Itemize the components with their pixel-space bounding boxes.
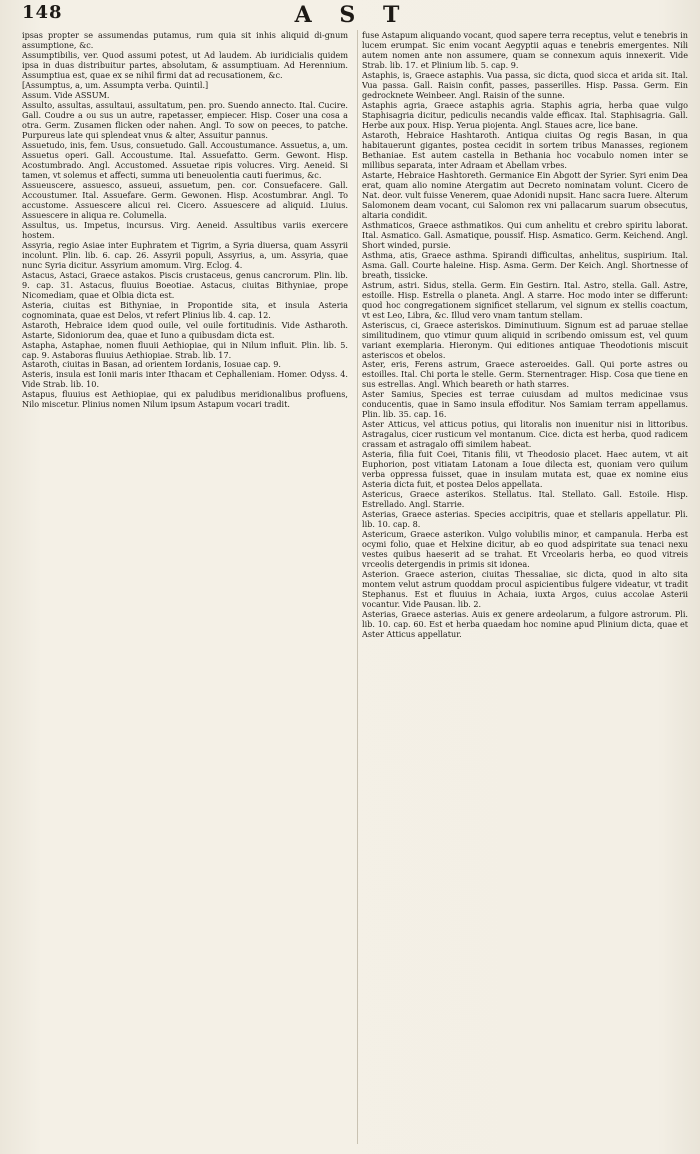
page-number: 148 [22, 2, 63, 23]
dictionary-entry: Asterias, Graece asterias. Auis ex genere ardeolarum, a fulgore astrorum. Pli. lib. 10. cap. 60. Est et herba quaedam hoc nomine apud Plinium dicta, quae et Aster Atticus appellatur. [362, 609, 688, 640]
dictionary-entry: [Assumptus, a, um. Assumpta verba. Quintil.] [22, 79, 209, 90]
dictionary-entry: Astrum, astri. Sidus, stella. Germ. Ein Gestirn. Ital. Astro, stella. Gall. Astre, estoille. Hisp. Estrella o planeta. Angl. A starre. Hoc modo inter se differunt: quod hoc congregationem significet stellarum, vel signum ex stellis coactum, vt est Leo, Libra, &c. Illud vero vnam tantum stellam. [362, 279, 688, 320]
dictionary-entry: ipsas propter se assumendas putamus, rum quia sit inhis aliquid di-gnum assumptione, &c. [22, 30, 348, 50]
dictionary-entry: Astacus, Astaci, Graece astakos. Piscis crustaceus, genus cancrorum. Plin. lib. 9. cap. 31. Astacus, fluuius Boeotiae. Astacus, ciuitas Bithyniae, prope Nicomediam, quae et Olbia dicta est. [22, 269, 348, 300]
dictionary-entry: Astaphis, is, Graece astaphis. Vua passa, sic dicta, quod sicca et arida sit. Ital. Vua passa. Gall. Raisin confit, passes, passerilles. Hisp. Passa. Germ. Ein gedrocknete Weinbeer. Angl. Raisin of the sunne. [362, 69, 688, 100]
dictionary-entry: Astarte, Hebraice Hashtoreth. Germanice Ein Abgott der Syrier. Syri enim Dea erat, quam alio nomine Atergatim aut Decreto nominatam volunt. Cicero de Nat. deor. vult fuisse Venerem, quae Adonidi nupsit. Hanc sacra Iuere. Alterum Salomonem deam vocant, cui Salomon rex vni pallacarum suarum obsecutus, altaria condidit. [362, 169, 688, 220]
left-column [22, 30, 348, 1146]
dictionary-entry: Assulto, assultas, assultaui, assultatum, pen. pro. Suendo annecto. Ital. Cucire. Gall. Coudre a ou sus un autre, rapetasser, empiecer. Hisp. Coser una cosa a otra. Germ. Zusamen flicken oder nahen. Angl. To sow on peeces, to patche. Purpureus late qui splendeat vnus & alter, Assuitur pannus. [22, 99, 348, 140]
dictionary-entry: Astaroth, Hebraice Hashtaroth. Antiqua ciuitas Og regis Basan, in qua habitauerunt gigantes, postea cecidit in sortem tribus Manasses, regionem Bethaniae. Est autem castella in Bethania hoc vocabulo nomen inter se millibus separata, inter Adraam et Abellam vrbes. [362, 129, 688, 170]
dictionary-entry: Asthmaticos, Graece asthmatikos. Qui cum anhelitu et crebro spiritu laborat. Ital. Asmatico. Gall. Asmatique, poussif. Hisp. Asmatico. Germ. Keichend. Angl. Short winded, pursie. [362, 219, 688, 250]
page-header [18, 2, 686, 28]
dictionary-entry: Assultus, us. Impetus, incursus. Virg. Aeneid. Assultibus variis exercere hostem. [22, 219, 348, 240]
dictionary-entry: Asteria, ciuitas est Bithyniae, in Propontide sita, et insula Asteria cognominata, quae est Delos, vt refert Plinius lib. 4. cap. 12. [22, 299, 348, 320]
dictionary-entry: Assyria, regio Asiae inter Euphratem et Tigrim, a Syria diuersa, quam Assyrii incolunt. Plin. lib. 6. cap. 26. Assyrii populi, Assyrius, a, um. Assyria, quae nunc Syria dicitur. Assyrium amomum. Virg. Eclog. 4. [22, 239, 348, 270]
dictionary-entry: Aster Samius, Species est terrae cuiusdam ad multos medicinae vsus conducentis, quae in Samo insula effoditur. Nos Samiam terram appellamus. Plin. lib. 35. cap. 16. [362, 389, 688, 420]
dictionary-entry: fuse Astapum aliquando vocant, quod sapere terra receptus, velut e tenebris in lucem erumpat. Sic enim vocant Aegyptii aquas e tenebris emergentes. Nili autem nomen ante non assumere, quam se connexum aquis innexerit. Vide Strab. lib. 17. et Plinium lib. 5. cap. 9. [362, 30, 688, 70]
dictionary-entry: Astericum, Graece asterikon. Vulgo volubilis minor, et campanula. Herba est ocymi folio, quae et Helxine dicitur, ab eo quod adspiritate sua tenaci nexu vestes quibus haeserit ad se trahat. Et Vrceolaris herba, eo quod vitreis vrceolis detergendis in primis sit idonea. [362, 529, 688, 570]
dictionary-entry: Asteria, filia fuit Coei, Titanis filii, vt Theodosio placet. Haec autem, vt ait Euphorion, post vitiatam Latonam a Ioue dilecta est, quoniam vero quilum verba oppressa fuisset, quae in insulam mutata est, quae ex nomine eius Asteria dicta fuit, et postea Delos appellata. [362, 449, 688, 490]
dictionary-entry: Asterion. Graece asterion, ciuitas Thessaliae, sic dicta, quod in alto sita montem velut astrum quoddam procul aspicientibus fulgere videatur, vt tradit Stephanus. Est et fluuius in Achaia, iuxta Argos, cuius accolae Asterii vocantur. Vide Pausan. lib. 2. [362, 569, 688, 610]
right-column [362, 30, 688, 1146]
dictionary-entry: Astaroth, ciuitas in Basan, ad orientem Iordanis, Iosuae cap. 9. [22, 359, 281, 370]
dictionary-entry: Astericus, Graece asterikos. Stellatus. Ital. Stellato. Gall. Estoile. Hisp. Estrellado. Angl. Starrie. [362, 489, 688, 510]
dictionary-entry: Aster, eris, Ferens astrum, Graece asteroeides. Gall. Qui porte astres ou estoilles. Ital. Chi porta le stelle. Germ. Sternentrager. Hisp. Cosa que tiene en sus estrellas. Angl. Which beareth or hath starres. [362, 359, 688, 390]
dictionary-entry: Assumptibilis, ver. Quod assumi potest, ut Ad laudem. Ab iuridicialis quidem ipsa in duas distribuitur partes, absolutam, & assumptiuam. Ad Herennium. Assumptiua est, quae ex se nihil firmi dat ad recusationem, &c. [22, 49, 348, 80]
dictionary-entry: Astaphis agria, Graece astaphis agria. Staphis agria, herba quae vulgo Staphisagria dicitur, pediculis necandis valde efficax. Ital. Staphisagria. Gall. Herbe aux poux. Hisp. Yerua piojenta. Angl. Staues acre, lice bane. [362, 99, 688, 130]
dictionary-entry: Asthma, atis, Graece asthma. Spirandi difficultas, anhelitus, suspirium. Ital. Asma. Gall. Courte haleine. Hisp. Asma. Germ. Der Keich. Angl. Shortnesse of breath, tissicke. [362, 249, 688, 280]
running-head: A S T [294, 2, 410, 28]
dictionary-entry: Astapha, Astaphae, nomen fluuii Aethiopiae, qui in Nilum influit. Plin. lib. 5. cap. 9. Astaboras fluuius Aethiopiae. Strab. lib. 17. [22, 339, 348, 360]
text-columns [22, 30, 688, 1146]
dictionary-entry: Aster Atticus, vel atticus potius, qui litoralis non inuenitur nisi in littoribus. Astragalus, cicer rusticum vel montanum. Cice. dicta est herba, quod radicem crassam et astragalo offi similem habeat. [362, 419, 688, 450]
dictionary-entry: Astaroth, Hebraice idem quod ouile, vel ouile fortitudinis. Vide Astharoth. Astarte, Sidoniorum dea, quae et Iuno a quibusdam dicta est. [22, 319, 348, 340]
dictionary-entry: Asteris, insula est Ionii maris inter Ithacam et Cephalleniam. Homer. Odyss. 4. Vide Strab. lib. 10. [22, 369, 348, 390]
dictionary-entry: Assueuscere, assuesco, assueui, assuetum, pen. cor. Consuefacere. Gall. Accoustumer. Ital. Assuefare. Germ. Gewonen. Hisp. Acostumbrar. Angl. To accustome. Assuescere alicui rei. Cicero. Assuescere ad aliquid. Liuius. Assuescere in aliqua re. Columella. [22, 179, 348, 220]
dictionary-entry: Assum. Vide ASSUM. [22, 89, 110, 100]
dictionary-entry: Assuetudo, inis, fem. Usus, consuetudo. Gall. Accoustumance. Assuetus, a, um. Assuetus operi. Gall. Accoustume. Ital. Assuefatto. Germ. Gewont. Hisp. Acostumbrado. Angl. Accustomed. Assuetae ripis volucres. Virg. Aeneid. Si tamen, vt solemus et affecti, summa uti beneuolentia cauti fuerimus, &c. [22, 139, 348, 180]
dictionary-entry: Astapus, fluuius est Aethiopiae, qui ex paludibus meridionalibus profluens, Nilo miscetur. Plinius nomen Nilum ipsum Astapum vocari tradit. [22, 389, 348, 410]
dictionary-entry: Asterias, Graece asterias. Species accipitris, quae et stellaris appellatur. Pli. lib. 10. cap. 8. [362, 509, 688, 530]
dictionary-entry: Asteriscus, ci, Graece asteriskos. Diminutiuum. Signum est ad paruae stellae similitudinem, quo vtimur quum aliquid in scribendo omissum est, vel quum variant exemplaria. Hieronym. Qui editiones antiquae Theodotionis miscuit asteriscos et obelos. [362, 319, 688, 360]
